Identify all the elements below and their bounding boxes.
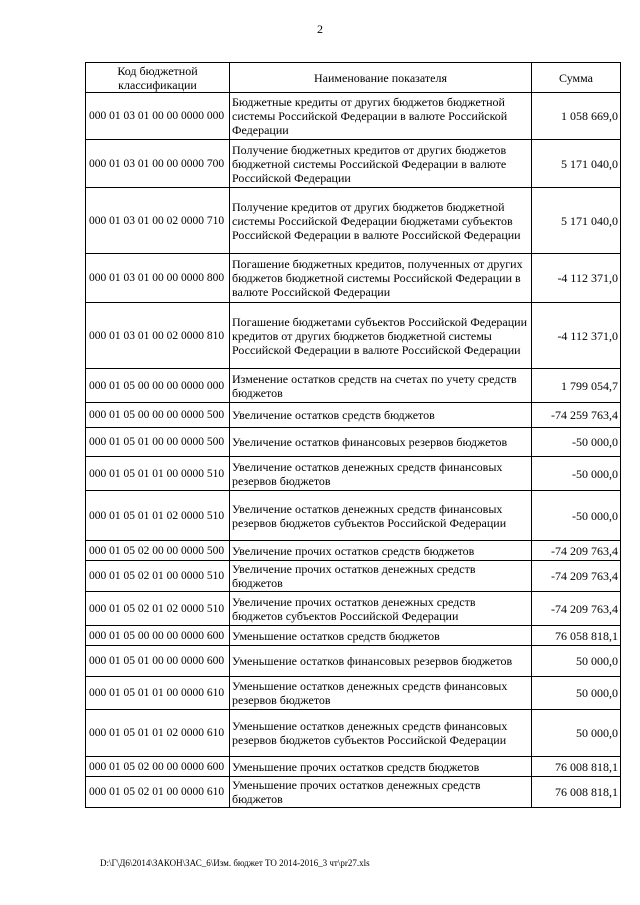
row-sum: 50 000,0 bbox=[532, 677, 621, 710]
row-sum: -74 209 763,4 bbox=[532, 592, 621, 626]
row-name: Изменение остатков средств на счетах по учету средств бюджетов bbox=[230, 369, 532, 403]
table-row bbox=[86, 188, 621, 254]
row-name: Получение кредитов от других бюджетов бюджетной системы Российской Федерации бюджетами субъектов Российской Федерации в валюте Российской Федерации bbox=[230, 188, 532, 254]
row-name: Получение бюджетных кредитов от других бюджетов бюджетной системы Российской Федерации в валюте Российской Федерации bbox=[230, 140, 532, 188]
row-code: 000 01 03 01 00 00 0000 800 bbox=[86, 254, 230, 303]
row-name: Уменьшение прочих остатков денежных средств бюджетов bbox=[230, 777, 532, 808]
row-sum: -4 112 371,0 bbox=[532, 303, 621, 369]
row-name: Увеличение остатков денежных средств финансовых резервов бюджетов bbox=[230, 457, 532, 491]
row-sum: 76 058 818,1 bbox=[532, 626, 621, 646]
table-row bbox=[86, 646, 621, 677]
row-code: 000 01 03 01 00 02 0000 810 bbox=[86, 303, 230, 369]
row-sum: -50 000,0 bbox=[532, 428, 621, 457]
budget-table bbox=[85, 62, 621, 808]
row-sum: 76 008 818,1 bbox=[532, 757, 621, 777]
table-row bbox=[86, 457, 621, 491]
row-sum: -74 209 763,4 bbox=[532, 561, 621, 592]
table-row bbox=[86, 491, 621, 541]
table-row bbox=[86, 93, 621, 140]
row-sum: 5 171 040,0 bbox=[532, 140, 621, 188]
row-name: Увеличение остатков финансовых резервов бюджетов bbox=[230, 428, 532, 457]
row-name: Увеличение остатков денежных средств финансовых резервов бюджетов субъектов Российской Федерации bbox=[230, 491, 532, 541]
row-code: 000 01 05 01 01 00 0000 510 bbox=[86, 457, 230, 491]
row-code: 000 01 05 01 01 00 0000 610 bbox=[86, 677, 230, 710]
row-code: 000 01 03 01 00 00 0000 000 bbox=[86, 93, 230, 140]
row-sum: -74 259 763,4 bbox=[532, 403, 621, 428]
row-code: 000 01 05 02 01 00 0000 510 bbox=[86, 561, 230, 592]
row-code: 000 01 05 00 00 00 0000 000 bbox=[86, 369, 230, 403]
row-sum: -50 000,0 bbox=[532, 457, 621, 491]
row-code: 000 01 03 01 00 02 0000 710 bbox=[86, 188, 230, 254]
row-name: Увеличение прочих остатков денежных средств бюджетов субъектов Российской Федерации bbox=[230, 592, 532, 626]
row-sum: 76 008 818,1 bbox=[532, 777, 621, 808]
row-sum: 50 000,0 bbox=[532, 710, 621, 757]
row-name: Уменьшение остатков средств бюджетов bbox=[230, 626, 532, 646]
row-code: 000 01 05 02 00 00 0000 600 bbox=[86, 757, 230, 777]
table-row bbox=[86, 710, 621, 757]
table-row bbox=[86, 403, 621, 428]
row-code: 000 01 05 00 00 00 0000 600 bbox=[86, 626, 230, 646]
row-sum: 1 058 669,0 bbox=[532, 93, 621, 140]
row-name: Уменьшение остатков денежных средств финансовых резервов бюджетов bbox=[230, 677, 532, 710]
row-name: Погашение бюджетных кредитов, полученных от других бюджетов бюджетной системы Российской Федерации в валюте Российской Федерации bbox=[230, 254, 532, 303]
page-number: 2 bbox=[317, 22, 323, 36]
footer-file-path: D:\Г\Д6\2014\ЗАКОН\ЗАС_6\Изм. бюджет ТО 2014-2016_3 чт\pr27.xls bbox=[100, 858, 370, 868]
table-row bbox=[86, 428, 621, 457]
table-row bbox=[86, 541, 621, 561]
row-name: Уменьшение остатков финансовых резервов бюджетов bbox=[230, 646, 532, 677]
row-sum: -74 209 763,4 bbox=[532, 541, 621, 561]
row-sum: -50 000,0 bbox=[532, 491, 621, 541]
table-row bbox=[86, 303, 621, 369]
table-header bbox=[86, 63, 621, 93]
table-body bbox=[86, 93, 621, 808]
row-code: 000 01 05 01 01 02 0000 610 bbox=[86, 710, 230, 757]
row-name: Погашение бюджетами субъектов Российской Федерации кредитов от других бюджетов бюджетной системы Российской Федерации в валюте Российской Федерации bbox=[230, 303, 532, 369]
row-code: 000 01 05 02 00 00 0000 500 bbox=[86, 541, 230, 561]
table-row bbox=[86, 561, 621, 592]
header-sum: Сумма bbox=[532, 63, 621, 93]
table-row bbox=[86, 777, 621, 808]
row-code: 000 01 05 00 00 00 0000 500 bbox=[86, 403, 230, 428]
header-code: Код бюджетной классификации bbox=[86, 63, 230, 93]
table-row bbox=[86, 677, 621, 710]
row-sum: -4 112 371,0 bbox=[532, 254, 621, 303]
header-name: Наименование показателя bbox=[230, 63, 532, 93]
table-row bbox=[86, 369, 621, 403]
row-name: Увеличение прочих остатков денежных средств бюджетов bbox=[230, 561, 532, 592]
row-name: Уменьшение остатков денежных средств финансовых резервов бюджетов субъектов Российской Федерации bbox=[230, 710, 532, 757]
row-code: 000 01 05 01 01 02 0000 510 bbox=[86, 491, 230, 541]
row-sum: 50 000,0 bbox=[532, 646, 621, 677]
row-name: Увеличение остатков средств бюджетов bbox=[230, 403, 532, 428]
row-code: 000 01 05 02 01 02 0000 510 bbox=[86, 592, 230, 626]
table-row bbox=[86, 254, 621, 303]
table-row bbox=[86, 626, 621, 646]
table-row bbox=[86, 140, 621, 188]
row-code: 000 01 05 01 00 00 0000 600 bbox=[86, 646, 230, 677]
table-row bbox=[86, 592, 621, 626]
row-code: 000 01 05 02 01 00 0000 610 bbox=[86, 777, 230, 808]
row-sum: 5 171 040,0 bbox=[532, 188, 621, 254]
table-row bbox=[86, 757, 621, 777]
row-code: 000 01 05 01 00 00 0000 500 bbox=[86, 428, 230, 457]
row-name: Бюджетные кредиты от других бюджетов бюджетной системы Российской Федерации в валюте Российской Федерации bbox=[230, 93, 532, 140]
row-name: Увеличение прочих остатков средств бюджетов bbox=[230, 541, 532, 561]
row-sum: 1 799 054,7 bbox=[532, 369, 621, 403]
row-code: 000 01 03 01 00 00 0000 700 bbox=[86, 140, 230, 188]
row-name: Уменьшение прочих остатков средств бюджетов bbox=[230, 757, 532, 777]
